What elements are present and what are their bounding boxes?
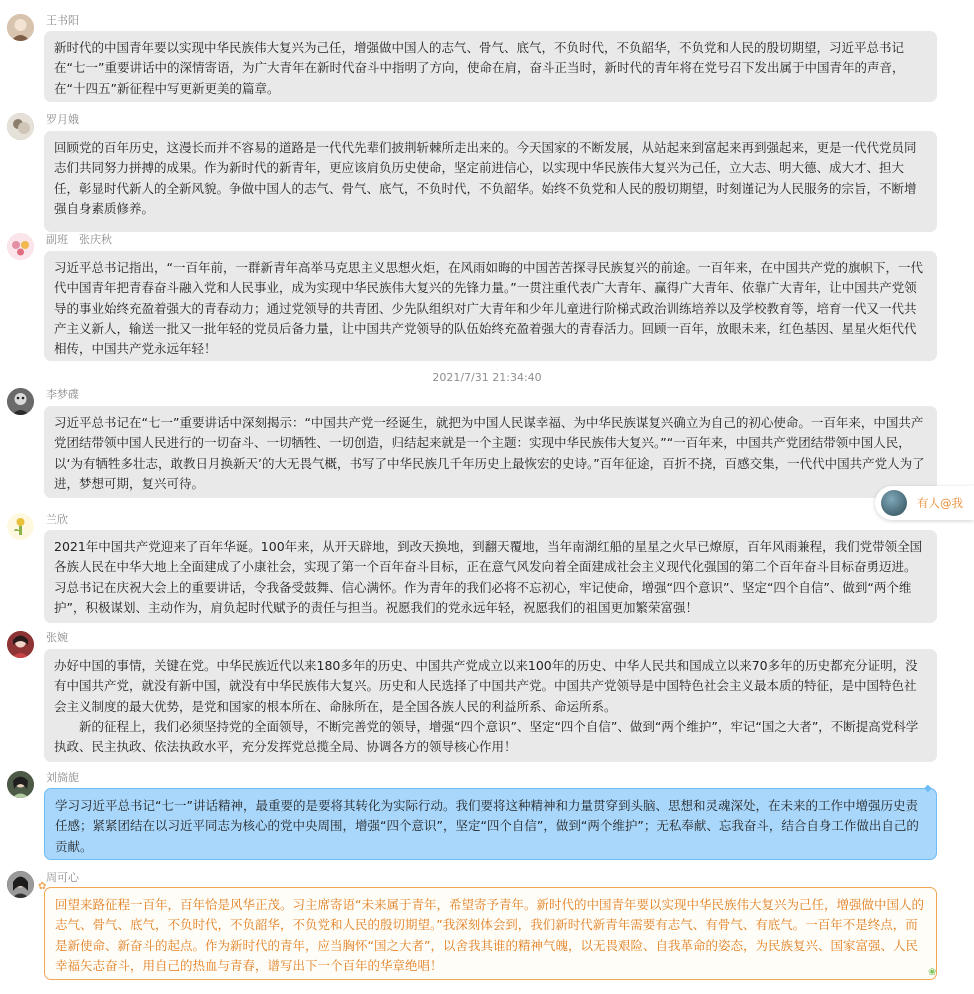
timestamp: 2021/7/31 21:34:40 <box>432 371 542 384</box>
sender-name: 罗月娥 <box>46 113 79 126</box>
message-text: 办好中国的事情，关键在党。中华民族近代以来180多年的历史、中国共产党成立以来100年的历史、中华人民共和国成立以来70多年的历史都充分证明，没有中国共产党，就没有新中国，就没有中华民族伟大复兴。历史和人民选择了中国共产党。中国共产党领导是中国特色社会主义最本质的特征，是中国特色社会主义制度的最大优势，是党和国家的根本所在、命脉所在，是全国各族人民的利益所系、命运所系。 <box>54 658 918 714</box>
message-bubble[interactable] <box>44 406 937 498</box>
message-text: 习近平总书记在“七一”重要讲话中深刻揭示：“中国共产党一经诞生，就把为中国人民谋幸福、为中华民族谋复兴确立为自己的初心使命。一百年来，中国共产党团结带领中国人民进行的一切奋斗、一切牺牲、一切创造，归结起来就是一个主题：实现中华民族伟大复兴。”“一百年来，中国共产党团结带领中国人民，以‘为有牺牲多壮志，敢教日月换新天’的大无畏气概，书写了中华民族几千年历史上最恢宏的史诗。”百年征途，百折不挠，百感交集，一代代中国共产党人为了进，梦想可期，复兴可待。 <box>54 415 925 491</box>
message-text: 回望来路征程一百年，百年恰是风华正茂。习主席寄语“未来属于青年，希望寄予青年。新时代的中国青年要以实现中华民族伟大复兴为己任，增强做中国人的志气、骨气、底气，不负时代，不负韶华，不负党和人民的殷切期望。”我深刻体会到，我们新时代新青年需要有志气、有骨气、有底气。一百年不是终点，而是新使命、新奋斗的起点。作为新时代的青年，应当胸怀“国之大者”，以舍我其谁的精神气魄，以无畏艰险、自我革命的姿态，为民族复兴、国家富强、人民幸福矢志奋斗，用自己的热血与青春，谱写出下一个百年的华章绝唱！ <box>55 897 924 973</box>
avatar[interactable] <box>7 388 34 415</box>
sender-name: 李梦碟 <box>46 388 79 401</box>
bubble-corner-decoration: ✿ <box>38 881 47 892</box>
bubble-corner-decoration: ◆ <box>924 783 932 794</box>
sender-name: 刘旖旎 <box>46 771 79 784</box>
avatar[interactable] <box>7 113 34 140</box>
message-text: 新的征程上，我们必须坚持党的全面领导，不断完善党的领导，增强“四个意识”、坚定“四个自信”、做到“两个维护”，牢记“国之大者”，不断提高党科学执政、民主执政、依法执政水平，充分发挥党总揽全局、协调各方的领导核心作用！ <box>54 718 919 755</box>
avatar <box>881 490 907 516</box>
message-bubble[interactable] <box>44 649 937 762</box>
message-text: 习近平总书记指出，“一百年前，一群新青年高举马克思主义思想火炬，在风雨如晦的中国苦苦探寻民族复兴的前途。一百年来，在中国共产党的旗帜下，一代代中国青年把青春奋斗融入党和人民事业，成为实现中华民族伟大复兴的先锋力量。”一贯注重代表广大青年、赢得广大青年、依靠广大青年，让中国共产党领导的事业始终充盈着强大的青春动力；通过党领导的共青团、少先队组织对广大青年和少年儿童进行阶梯式政治训练培养以及学校教育等，培育一代又一代共产主义新人，输送一批又一批年轻的党员后备力量，让中国共产党领导的队伍始终充盈着强大的青春活力。回顾一百年，放眼未来，红色基因、星星火炬代代相传，中国共产党永远年轻！ <box>54 260 923 357</box>
message-bubble[interactable] <box>44 530 937 623</box>
message-bubble[interactable] <box>44 887 937 980</box>
avatar[interactable] <box>7 771 34 798</box>
mention-badge[interactable] <box>875 486 974 520</box>
message-text: 回顾党的百年历史，这漫长而并不容易的道路是一代代先辈们披荆斩棘所走出来的。今天国家的不断发展，从站起来到富起来再到强起来，更是一代代党员同志们共同努力拼搏的成果。作为新时代的新青年，更应该肩负历史使命，坚定前进信心，以实现中华民族伟大复兴为己任，立大志、明大德、成大才、担大任，彰显时代新人的全新风貌。争做中国人的志气、骨气、底气，不负时代，不负韶华。始终不负党和人民的殷切期望，时刻谨记为人民服务的宗旨，不断增强自身素质修养。 <box>54 140 917 216</box>
avatar[interactable] <box>7 871 34 898</box>
message-bubble[interactable] <box>44 31 937 102</box>
avatar[interactable] <box>7 631 34 658</box>
message-text: 2021年中国共产党迎来了百年华诞。100年来，从开天辟地，到改天换地，到翻天覆地，当年南湖红船的星星之火早已燎原，百年风雨兼程，我们党带领全国各族人民在中华大地上全面建成了小康社会，实现了第一个百年奋斗目标，正在意气风发向着全面建成社会主义现代化强国的第二个百年奋斗目标奋勇迈进。习总书记在庆祝大会上的重要讲话，令我备受鼓舞、信心满怀。作为青年的我们必将不忘初心，牢记使命，增强“四个意识”、坚定“四个自信”、做到“两个维护”，积极谋划、主动作为，肩负起时代赋予的责任与担当。祝愿我们的党永远年轻，祝愿我们的祖国更加繁荣富强！ <box>54 539 923 615</box>
bubble-corner-decoration: ❀ <box>928 967 937 978</box>
sender-name: 副班 张庆秋 <box>46 233 112 246</box>
message-bubble[interactable] <box>44 788 937 860</box>
message-text: 学习习近平总书记“七一”讲话精神，最重要的是要将其转化为实际行动。我们要将这种精神和力量贯穿到头脑、思想和灵魂深处，在未来的工作中增强历史责任感；紧紧团结在以习近平同志为核心的党中央周围，增强“四个意识”，坚定“四个自信”，做到“两个维护”；无私奉献、忘我奋斗，结合自身工作做出自己的贡献。 <box>55 798 919 854</box>
message-text: 新时代的中国青年要以实现中华民族伟大复兴为己任，增强做中国人的志气、骨气、底气，不负时代，不负韶华，不负党和人民的殷切期望，习近平总书记在“七一”重要讲话中的深情寄语，为广大青年在新时代奋斗中指明了方向，使命在肩，奋斗正当时，新时代的青年将在党号召下发出属于中国青年的声音，在“十四五”新征程中写更新更美的篇章。 <box>54 40 905 96</box>
sender-name: 张婉 <box>46 631 68 644</box>
avatar[interactable] <box>7 513 34 540</box>
sender-name: 兰欣 <box>46 513 68 526</box>
sender-name: 王书阳 <box>46 14 79 27</box>
avatar[interactable] <box>7 233 34 260</box>
message-bubble[interactable] <box>44 251 937 361</box>
mention-badge-label: 有人@我 <box>917 496 963 510</box>
avatar[interactable] <box>7 14 34 41</box>
sender-name: 周可心 <box>46 871 79 884</box>
message-bubble[interactable] <box>44 131 937 232</box>
